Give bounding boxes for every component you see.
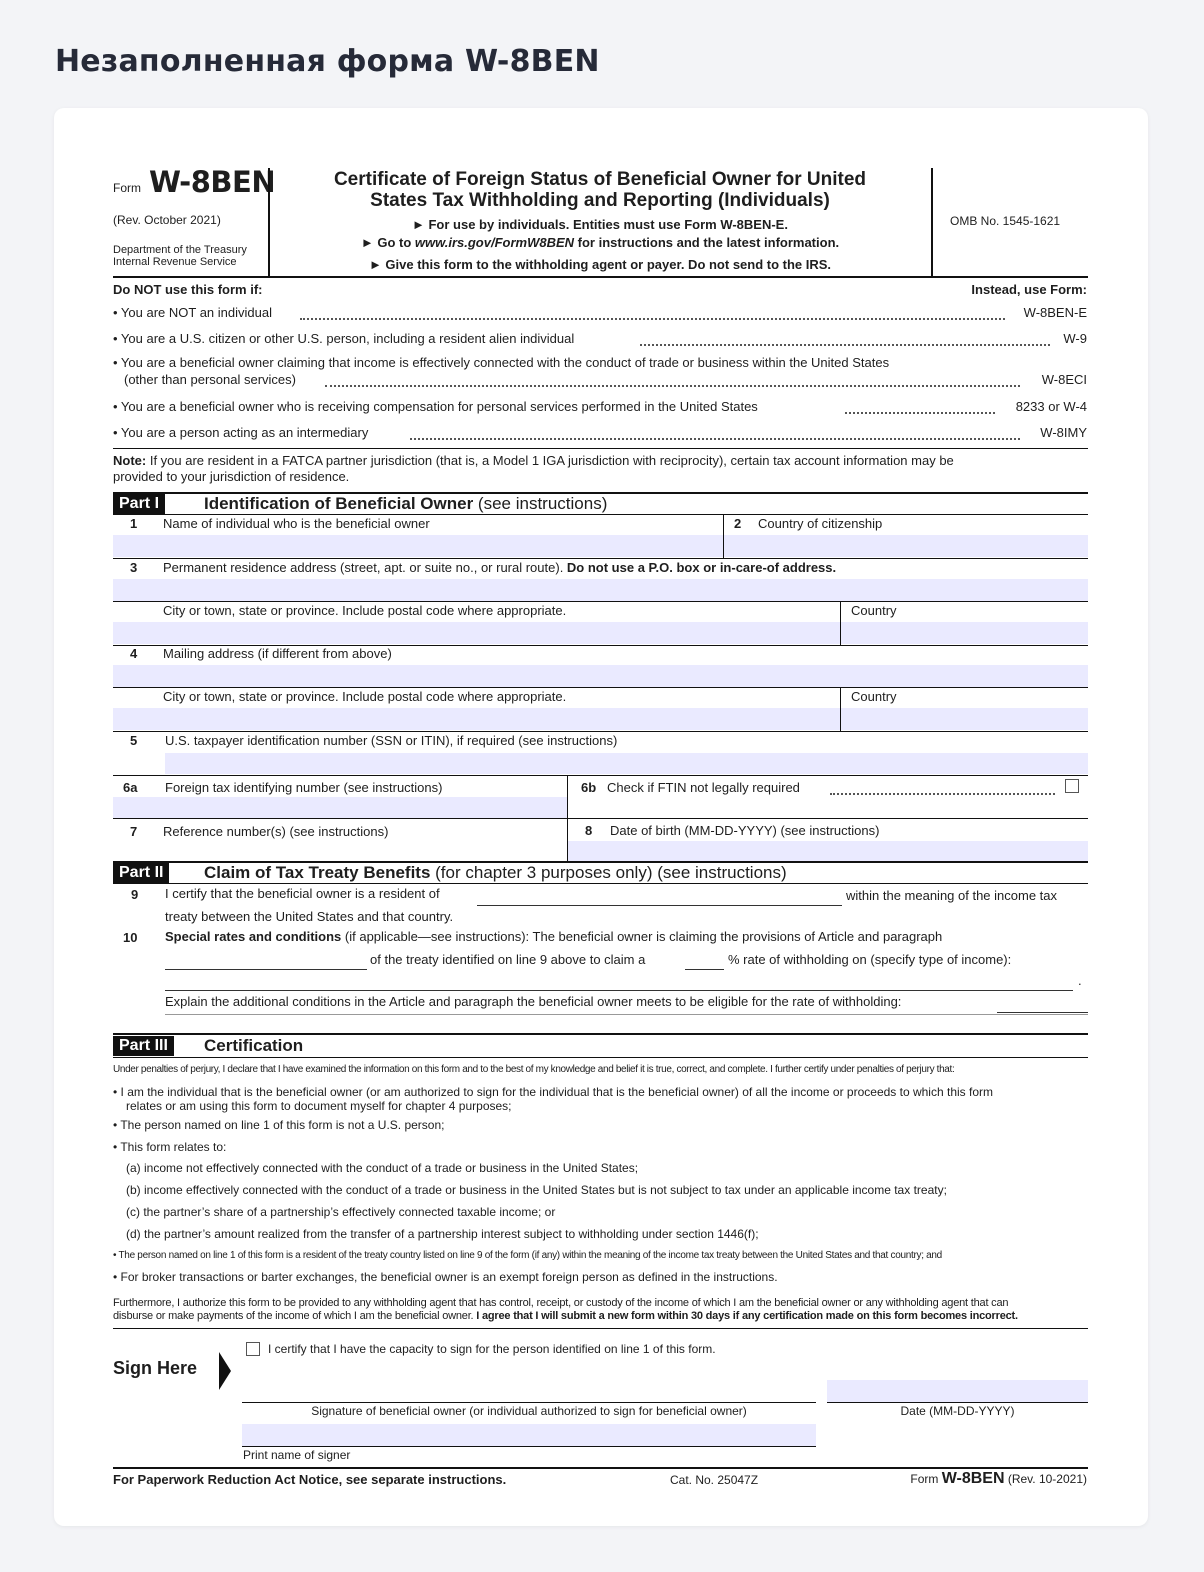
rule [113, 731, 1088, 732]
line10-text: Special rates and conditions (if applicable—see instructions): The beneficial owner is claiming the provisions of Article and paragraph [165, 929, 943, 944]
alt-form-4: 8233 or W-4 [1015, 399, 1087, 414]
print-name-line [242, 1446, 816, 1447]
print-name-field[interactable] [242, 1424, 816, 1446]
citizenship-field[interactable] [724, 535, 1088, 557]
line2-num: 2 [734, 516, 742, 531]
cert-sub-c: (c) the partner’s share of a partnership’s effectively connected taxable income; or [126, 1205, 556, 1219]
do-not-use-item-2: • You are a U.S. citizen or other U.S. person, including a resident alien individual [113, 332, 580, 347]
catalog-number: Cat. No. 25047Z [670, 1473, 759, 1487]
dot-leader [300, 318, 1005, 320]
do-not-use-item-1: • You are NOT an individual [113, 306, 278, 321]
explain-field-end[interactable] [997, 1012, 1088, 1013]
part3-title: Certification [204, 1036, 304, 1055]
country-label: Country [851, 603, 897, 618]
do-not-use-item-3-cont: (other than personal services) [124, 373, 302, 388]
country-field[interactable] [841, 622, 1088, 644]
signature-label: Signature of beneficial owner (or individual authorized to sign for beneficial owner) [311, 1404, 747, 1418]
line10-num: 10 [123, 930, 138, 945]
line3-label: Permanent residence address (street, apt. or suite no., or rural route). Do not use a P.O. box or in-care-of address. [163, 560, 837, 575]
capacity-label: I certify that I have the capacity to sign for the person identified on line 1 of this form. [268, 1342, 716, 1356]
part2-title: Claim of Tax Treaty Benefits (for chapter 3 purposes only) (see instructions) [204, 863, 787, 882]
footer-rule [113, 1467, 1088, 1469]
explain-field[interactable] [165, 1014, 1088, 1015]
form-title-line2: States Tax Withholding and Reporting (Individuals) [370, 190, 830, 211]
cert-bullet-3: • This form relates to: [113, 1140, 227, 1154]
rule [113, 775, 1088, 776]
line7-num: 7 [130, 824, 138, 839]
line10-text-b: of the treaty identified on line 9 above to claim a [370, 952, 646, 967]
cert-sub-a: (a) income not effectively connected with the conduct of a trade or business in the United States; [126, 1161, 639, 1175]
cert-bullet-5: • For broker transactions or barter exchanges, the beneficial owner is an exempt foreign person as defined in the instructions. [113, 1270, 778, 1284]
mailing-address-field[interactable] [113, 665, 1088, 687]
sign-here-label: Sign Here [113, 1358, 198, 1378]
date-label: Date (MM-DD-YYYY) [900, 1404, 1015, 1418]
foreign-tin-field[interactable] [113, 797, 567, 818]
name-field[interactable] [113, 535, 723, 557]
rule [113, 1328, 1088, 1329]
city2-label: City or town, state or province. Include postal code where appropriate. [163, 689, 567, 704]
cert-bullet-1: • I am the individual that is the beneficial owner (or am authorized to sign for the individual that is the beneficial owner) of all the income or proceeds to which this form [113, 1085, 993, 1099]
ftin-not-required-checkbox[interactable] [1065, 779, 1079, 793]
irs-link[interactable]: www.irs.gov/FormW8BEN [414, 235, 575, 250]
part2-tag: Part II [113, 863, 169, 883]
line6b-num: 6b [581, 780, 597, 795]
capacity-checkbox[interactable] [246, 1342, 260, 1356]
instruction-1: ► For use by individuals. Entities must use Form W-8BEN-E. [412, 217, 788, 232]
line3-num: 3 [130, 560, 138, 575]
omb-number: OMB No. 1545-1621 [950, 214, 1061, 228]
dot-leader [410, 438, 1020, 440]
rule [113, 514, 1088, 515]
department-line2: Internal Revenue Service [113, 256, 237, 268]
header-divider-left [268, 168, 270, 276]
signature-line[interactable] [242, 1402, 816, 1403]
line9-num: 9 [131, 887, 139, 902]
article-paragraph-field[interactable] [165, 969, 367, 970]
do-not-use-heading: Do NOT use this form if: [113, 282, 263, 297]
country2-label: Country [851, 689, 897, 704]
cert-bullet-1-cont: relates or am using this form to document myself for chapter 4 purposes; [126, 1099, 512, 1113]
date-of-birth-field[interactable] [568, 841, 1088, 861]
line10-period: . [1078, 973, 1082, 988]
line9-text-b: within the meaning of the income tax [846, 888, 1058, 903]
line8-num: 8 [585, 823, 593, 838]
line1-num: 1 [130, 516, 138, 531]
rule [113, 448, 1088, 449]
form-name: W-8BEN [149, 165, 276, 199]
sign-arrow-icon [219, 1352, 231, 1390]
alt-form-5: W-8IMY [1040, 425, 1087, 440]
do-not-use-item-4: • You are a beneficial owner who is receiving compensation for personal services performed in the United States [113, 400, 764, 415]
footer-form-name: Form W-8BEN (Rev. 10-2021) [910, 1470, 1087, 1487]
line5-label: U.S. taxpayer identification number (SSN or ITIN), if required (see instructions) [165, 733, 618, 748]
us-tin-field[interactable] [165, 753, 1088, 774]
line4-label: Mailing address (if different from above) [163, 646, 392, 661]
form-card [54, 108, 1148, 1526]
rule [113, 558, 1088, 559]
instead-heading: Instead, use Form: [971, 282, 1087, 297]
alt-form-3: W-8ECI [1041, 372, 1087, 387]
withholding-rate-field[interactable] [685, 969, 724, 970]
header-divider-right [931, 168, 933, 276]
instruction-3: ► Give this form to the withholding agent or payer. Do not send to the IRS. [368, 257, 832, 272]
further-authorization-cont: disburse or make payments of the income of which I am the beneficial owner. I agree that I will submit a new form within 30 days if any certification made on this form becomes incorrect. [113, 1310, 1018, 1322]
fatca-note: Note: If you are resident in a FATCA partner jurisdiction (that is, a Model 1 IGA jurisdiction with reciprocity), certain tax account information may be [113, 453, 954, 468]
part3-tag: Part III [113, 1036, 174, 1056]
dot-leader [845, 412, 995, 414]
cert-bullet-2: • The person named on line 1 of this form is not a U.S. person; [113, 1118, 445, 1132]
paperwork-notice: For Paperwork Reduction Act Notice, see separate instructions. [113, 1472, 507, 1487]
cert-sub-b: (b) income effectively connected with the conduct of a trade or business in the United States but is not subject to tax under an applicable income tax treaty; [126, 1183, 947, 1197]
cert-bullet-4: • The person named on line 1 of this form is a resident of the treaty country listed on line 9 of the form (if any) within the meaning of the income tax treaty between the United States and that country; and [113, 1250, 942, 1261]
do-not-use-item-5: • You are a person acting as an intermediary [113, 426, 374, 441]
line2-label: Country of citizenship [758, 516, 883, 531]
line1-label: Name of individual who is the beneficial owner [163, 516, 430, 531]
residence-address-field[interactable] [113, 579, 1088, 601]
rule [113, 1057, 1088, 1058]
dot-leader [830, 793, 1055, 795]
line6a-label: Foreign tax identifying number (see instructions) [165, 780, 443, 795]
treaty-country-field[interactable] [477, 905, 842, 906]
cert-sub-d: (d) the partner’s amount realized from the transfer of a partnership interest subject to withholding under section 1446(f); [126, 1227, 759, 1241]
dot-leader [325, 385, 1020, 387]
fatca-note-cont: provided to your jurisdiction of residence. [113, 469, 350, 484]
department-line1: Department of the Treasury [113, 244, 247, 256]
header-bottom-rule [113, 276, 1088, 278]
line8-label: Date of birth (MM-DD-YYYY) (see instructions) [610, 823, 880, 838]
city-field[interactable] [113, 622, 840, 644]
city-label: City or town, state or province. Include postal code where appropriate. [163, 603, 567, 618]
mailing-country-field[interactable] [841, 708, 1088, 730]
income-type-field[interactable] [165, 971, 1073, 991]
form-word: Form [113, 181, 141, 195]
line10-text-c: % rate of withholding on (specify type of income): [728, 952, 1012, 967]
mailing-city-field[interactable] [113, 708, 840, 730]
line6a-num: 6a [123, 780, 138, 795]
rule [113, 687, 1088, 688]
certification-intro: Under penalties of perjury, I declare that I have examined the information on this form and to the best of my knowledge and belief it is true, correct, and complete. I further certify under penalties of perjury that: [113, 1064, 955, 1075]
rule [113, 883, 1088, 884]
instruction-2: ► Go to www.irs.gov/FormW8BEN for instructions and the latest information. [360, 235, 840, 250]
line7-label: Reference number(s) (see instructions) [163, 824, 389, 839]
line10-explain: Explain the additional conditions in the Article and paragraph the beneficial owner meets to be eligible for the rate of withholding: [165, 994, 902, 1009]
form-revision: (Rev. October 2021) [113, 213, 221, 227]
rule [113, 601, 1088, 602]
line4-num: 4 [130, 646, 138, 661]
alt-form-1: W-8BEN-E [1023, 305, 1087, 320]
part3-top-rule [113, 1033, 1088, 1035]
line9-text: I certify that the beneficial owner is a resident of [165, 886, 440, 901]
part1-title: Identification of Beneficial Owner (see instructions) [204, 494, 608, 513]
print-name-label: Print name of signer [243, 1448, 351, 1462]
alt-form-2: W-9 [1063, 331, 1087, 346]
date-line [827, 1402, 1088, 1403]
line5-num: 5 [130, 733, 138, 748]
do-not-use-item-3: • You are a beneficial owner claiming that income is effectively connected with the conduct of trade or business within the United States [113, 355, 890, 370]
part1-tag: Part I [113, 494, 165, 514]
rule [113, 818, 1088, 819]
line6b-label: Check if FTIN not legally required [607, 781, 806, 796]
page-title: Незаполненная форма W-8BEN [55, 44, 600, 79]
further-authorization: Furthermore, I authorize this form to be provided to any withholding agent that has control, receipt, or custody of the income of which I am the beneficial owner or any withholding agent that can [113, 1297, 1009, 1309]
line9-text-c: treaty between the United States and that country. [165, 909, 454, 924]
date-field[interactable] [827, 1380, 1088, 1402]
form-title-line1: Certificate of Foreign Status of Beneficial Owner for United [333, 169, 867, 190]
